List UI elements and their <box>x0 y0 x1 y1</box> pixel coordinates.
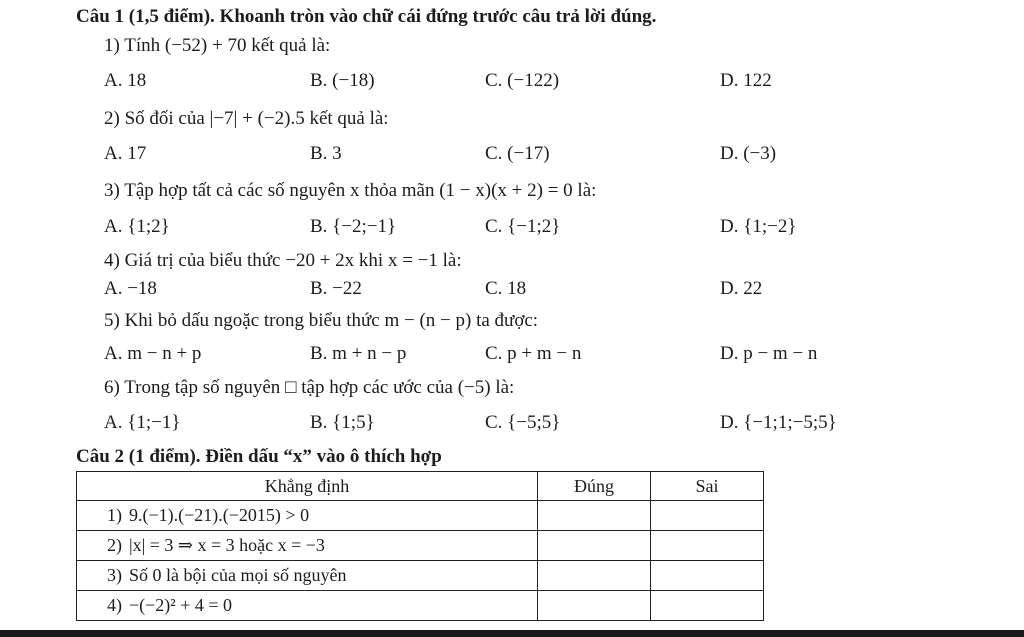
table-row <box>77 501 764 531</box>
q2-option-d: D. (−3) <box>720 143 777 164</box>
false-cell[interactable] <box>651 501 764 531</box>
row-number: 2) <box>107 535 122 555</box>
q6-option-d: D. {−1;1;−5;5} <box>720 412 837 433</box>
q5-option-b: B. m + n − p <box>310 343 407 364</box>
q6-option-a: A. {1;−1} <box>104 412 181 433</box>
q6-option-c: C. {−5;5} <box>485 412 561 433</box>
question-6-text: 6) Trong tập số nguyên □ tập hợp các ước của (−5) là: <box>104 377 515 398</box>
table-row <box>77 561 764 591</box>
q5-option-c: C. p + m − n <box>485 343 582 364</box>
q3-option-c: C. {−1;2} <box>485 216 561 237</box>
q1-option-c: C. (−122) <box>485 70 560 91</box>
q4-option-a: A. −18 <box>104 278 157 299</box>
section2-title: Câu 2 (1 điểm). Điền dấu “x” vào ô thích hợp <box>76 446 442 467</box>
judgement-table <box>76 471 764 621</box>
false-cell[interactable] <box>651 591 764 621</box>
header-false: Sai <box>651 472 764 501</box>
question-4-text: 4) Giá trị của biểu thức −20 + 2x khi x = −1 là: <box>104 250 462 271</box>
statement-cell <box>77 531 538 561</box>
row-number: 3) <box>107 565 122 585</box>
statement-cell <box>77 591 538 621</box>
statement-text: −(−2)² + 4 = 0 <box>129 595 232 615</box>
q1-option-d: D. 122 <box>720 70 772 91</box>
row-number: 4) <box>107 595 122 615</box>
statement-text: 9.(−1).(−21).(−2015) > 0 <box>129 505 310 525</box>
q3-option-d: D. {1;−2} <box>720 216 797 237</box>
statement-text: Số 0 là bội của mọi số nguyên <box>129 565 347 585</box>
question-1-text: 1) Tính (−52) + 70 kết quả là: <box>104 35 331 56</box>
q2-option-b: B. 3 <box>310 143 342 164</box>
true-cell[interactable] <box>538 531 651 561</box>
table-row <box>77 591 764 621</box>
q3-option-a: A. {1;2} <box>104 216 170 237</box>
header-statement: Khẳng định <box>77 472 538 501</box>
question-3-text: 3) Tập hợp tất cả các số nguyên x thỏa mãn (1 − x)(x + 2) = 0 là: <box>104 180 597 201</box>
false-cell[interactable] <box>651 561 764 591</box>
statement-cell <box>77 501 538 531</box>
bottom-edge-divider <box>0 630 1024 637</box>
true-cell[interactable] <box>538 561 651 591</box>
statement-text: |x| = 3 ⇒ x = 3 hoặc x = −3 <box>129 535 325 555</box>
q4-option-b: B. −22 <box>310 278 362 299</box>
section1-title: Câu 1 (1,5 điểm). Khoanh tròn vào chữ cái đứng trước câu trả lời đúng. <box>76 6 657 27</box>
q2-option-c: C. (−17) <box>485 143 550 164</box>
q5-option-a: A. m − n + p <box>104 343 202 364</box>
q3-option-b: B. {−2;−1} <box>310 216 397 237</box>
question-5-text: 5) Khi bỏ dấu ngoặc trong biểu thức m − (n − p) ta được: <box>104 310 539 331</box>
q1-option-a: A. 18 <box>104 70 147 91</box>
row-number: 1) <box>107 505 122 525</box>
true-cell[interactable] <box>538 501 651 531</box>
table-row <box>77 531 764 561</box>
q5-option-d: D. p − m − n <box>720 343 818 364</box>
q1-option-b: B. (−18) <box>310 70 375 91</box>
q4-option-d: D. 22 <box>720 278 763 299</box>
false-cell[interactable] <box>651 531 764 561</box>
true-cell[interactable] <box>538 591 651 621</box>
q4-option-c: C. 18 <box>485 278 527 299</box>
question-2-text: 2) Số đối của |−7| + (−2).5 kết quả là: <box>104 108 389 129</box>
q6-option-b: B. {1;5} <box>310 412 375 433</box>
table-header-row <box>77 472 764 501</box>
header-true: Đúng <box>538 472 651 501</box>
q2-option-a: A. 17 <box>104 143 147 164</box>
statement-cell <box>77 561 538 591</box>
